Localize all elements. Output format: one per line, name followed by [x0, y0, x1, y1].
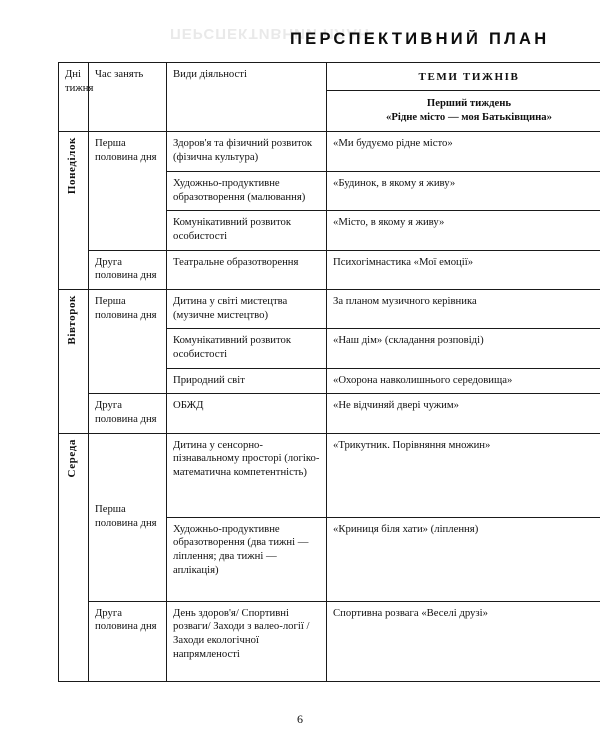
activity-cell: Здоров'я та фізичний розвиток (фізична культура)	[167, 132, 327, 171]
time-cell	[89, 132, 167, 250]
theme-cell: «Ми будуємо рідне місто»	[327, 132, 600, 171]
theme-cell: «Наш дім» (складання розповіді)	[327, 329, 600, 368]
activity-cell: Художньо-продуктивне образотворення (два тижні — ліплення; два тижні — аплікація)	[167, 517, 327, 601]
day-cell-wednesday	[59, 433, 89, 681]
day-label: Вівторок	[66, 294, 78, 345]
header-themes-sub1: Перший тиждень	[426, 97, 512, 110]
time-line2: половина дня	[95, 620, 157, 633]
table-row	[59, 250, 600, 289]
time-line2: половина дня	[95, 269, 157, 282]
header-themes-title: ТЕМИ ТИЖНІВ	[418, 71, 520, 83]
table-row	[59, 433, 600, 517]
header-time: Час занять	[89, 63, 167, 132]
time-line1: Перша	[95, 503, 126, 516]
time-cell	[89, 289, 167, 393]
activity-cell: Дитина у сенсорно-пізнавальному просторі (логіко-математична компетентність)	[167, 433, 327, 517]
activity-cell: Комунікативний розвиток особистості	[167, 329, 327, 368]
header-activity: Види діяльності	[167, 63, 327, 132]
table-row	[59, 394, 600, 433]
activity-cell: Художньо-продуктивне образотворення (малювання)	[167, 171, 327, 210]
day-cell-tuesday	[59, 289, 89, 433]
header-day-line2: тижня	[65, 81, 94, 94]
page-title: ПЕРСПЕКТИВНИЙ ПЛАН	[290, 30, 550, 48]
time-line1: Перша	[95, 294, 126, 307]
theme-cell: Психогімнастика «Мої емоції»	[327, 250, 600, 289]
theme-cell: «Будинок, в якому я живу»	[327, 171, 600, 210]
theme-cell: «Криниця біля хати» (ліплення)	[327, 517, 600, 601]
theme-cell: Спортивна розвага «Веселі друзі»	[327, 601, 600, 681]
time-line1: Друга	[95, 255, 122, 268]
time-cell	[89, 250, 167, 289]
theme-cell: «Місто, в якому я живу»	[327, 211, 600, 250]
activity-cell: Дитина у світі мистецтва (музичне мистецтво)	[167, 289, 327, 328]
header-themes-sub2: «Рідне місто — моя Батьківщина»	[386, 110, 552, 123]
time-cell	[89, 394, 167, 433]
table-row	[59, 601, 600, 681]
header-themes-inner	[327, 63, 600, 131]
activity-cell: Природний світ	[167, 368, 327, 394]
theme-cell: «Охорона навколишнього середовища»	[327, 368, 600, 394]
day-label: Середа	[66, 438, 78, 478]
activity-cell: День здоров'я/ Спортивні розваги/ Заходи з валео-логії / Заходи екологічної напрямленості	[167, 601, 327, 681]
day-label: Понеділок	[66, 137, 78, 195]
header-themes	[327, 63, 600, 132]
header-day	[59, 63, 94, 132]
theme-cell: «Не відчиняй двері чужим»	[327, 394, 600, 433]
table-row	[59, 132, 600, 171]
table-header	[59, 63, 600, 132]
table-row	[59, 289, 600, 328]
perspective-plan-table-wrapper	[58, 62, 600, 682]
page-number: 6	[297, 712, 303, 726]
perspective-plan-table	[58, 62, 600, 682]
time-line2: половина дня	[95, 151, 157, 164]
theme-cell: «Трикутник. Порівняння множин»	[327, 433, 600, 517]
time-line1: Друга	[95, 606, 122, 619]
table-header-row	[59, 63, 600, 132]
time-line2: половина дня	[95, 516, 157, 529]
day-cell-monday	[59, 132, 89, 290]
activity-cell: Комунікативний розвиток особистості	[167, 211, 327, 250]
time-line1: Друга	[95, 399, 122, 412]
time-line2: половина дня	[95, 413, 157, 426]
time-cell	[89, 433, 167, 601]
table-body	[59, 132, 600, 681]
ghost-title-artifact: ПЕРСПЕКТИВНИЙ ПЛАН	[170, 25, 370, 42]
time-cell	[89, 601, 167, 681]
header-themes-subtitle	[327, 90, 600, 131]
theme-cell: За планом музичного керівника	[327, 289, 600, 328]
activity-cell: Театральне образотворення	[167, 250, 327, 289]
time-line1: Перша	[95, 137, 126, 150]
header-day-line1: Дні	[65, 68, 81, 80]
activity-cell: ОБЖД	[167, 394, 327, 433]
time-line2: половина дня	[95, 308, 157, 321]
